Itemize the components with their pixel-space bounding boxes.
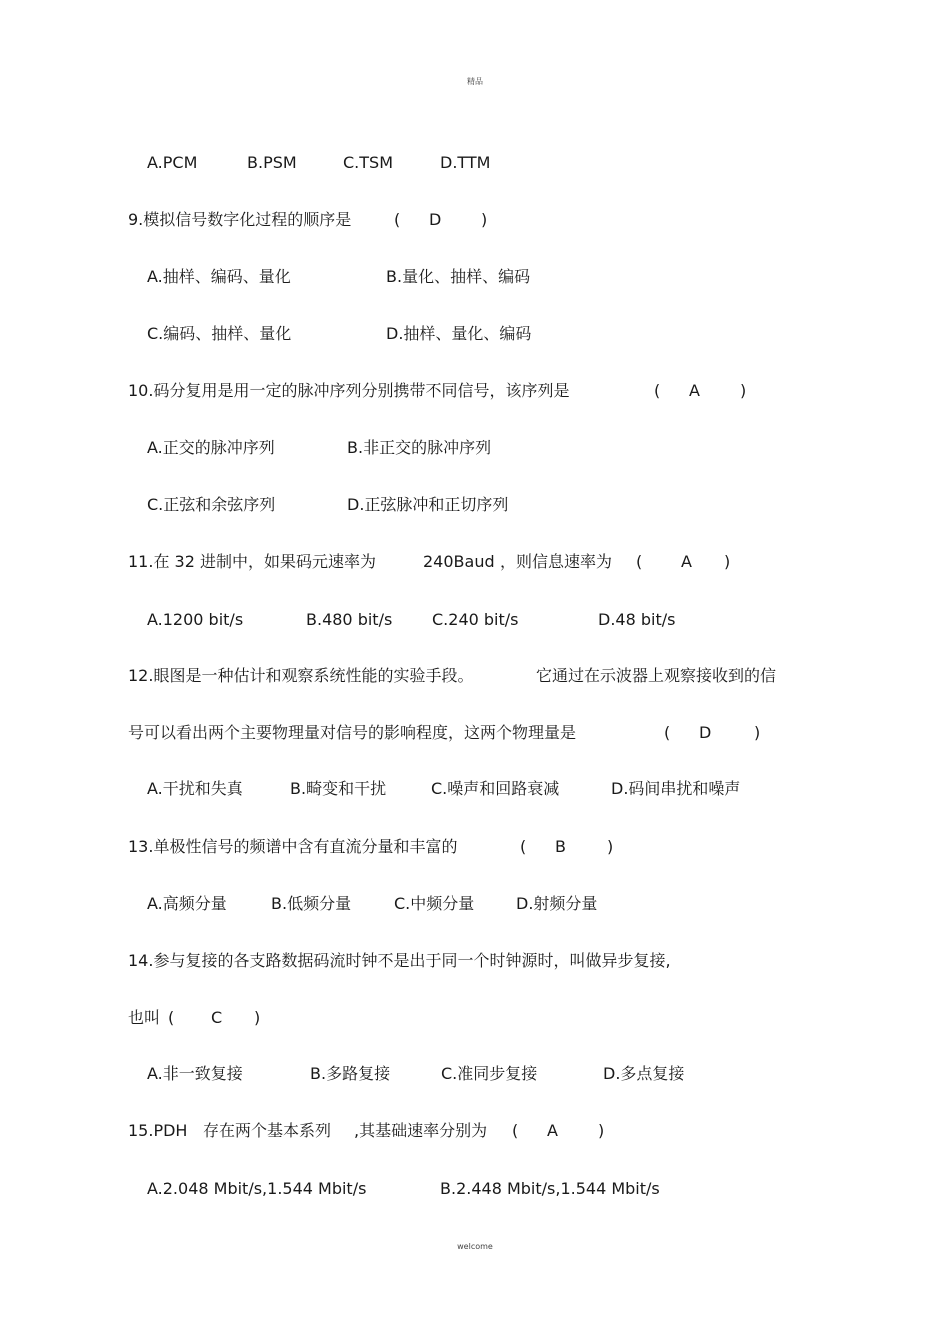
close-paren: ) [754,723,761,742]
option-b: B.非正交的脉冲序列 [347,438,492,457]
open-paren: ( [664,723,671,742]
option-a: A.干扰和失真 [147,779,243,798]
option-c: C.中频分量 [394,894,475,913]
option-b: B.畸变和干扰 [290,779,387,798]
option-c: C.240 bit/s [432,610,519,629]
option-a: A.正交的脉冲序列 [147,438,275,457]
question-stem-tail: ，则信息速率为 [500,552,613,571]
option-a: A.PCM [147,153,198,172]
open-paren: ( [636,552,643,571]
option-b: B.多路复接 [310,1064,391,1083]
page-header: 精品 [467,77,483,86]
question-stem: 11.在 32 进制中，如果码元速率为 [128,552,376,571]
answer: D [699,723,712,742]
option-a: A.1200 bit/s [147,610,244,629]
open-paren: ( [654,381,661,400]
open-paren: ( [168,1008,175,1027]
close-paren: ) [607,837,614,856]
option-b: B.PSM [247,153,297,172]
question-stem: 13.单极性信号的频谱中含有直流分量和丰富的 [128,837,458,856]
option-d: D.码间串扰和噪声 [611,779,741,798]
question-stem: 9.模拟信号数字化过程的顺序是 [128,210,352,229]
question-stem: 10.码分复用是用一定的脉冲序列分别携带不同信号，该序列是 [128,381,570,400]
answer: D [429,210,442,229]
option-b: B.2.448 Mbit/s,1.544 Mbit/s [440,1179,660,1198]
page-footer: welcome [457,1242,493,1251]
option-b: B.低频分量 [271,894,352,913]
option-a: A.非一致复接 [147,1064,243,1083]
close-paren: ) [740,381,747,400]
question-stem-line2: 号可以看出两个主要物理量对信号的影响程度，这两个物理量是 [128,723,577,742]
option-c: C.噪声和回路衰减 [431,779,560,798]
option-c: C.准同步复接 [441,1064,538,1083]
close-paren: ) [481,210,488,229]
question-stem-rate: 240Baud [423,552,495,571]
answer: C [211,1008,223,1027]
question-stem-cont: 它通过在示波器上观察接收到的信 [536,666,777,685]
option-d: D.48 bit/s [598,610,676,629]
option-d: D.抽样、量化、编码 [386,324,532,343]
open-paren: ( [512,1121,519,1140]
option-b: B.480 bit/s [306,610,393,629]
option-d: D.正弦脉冲和正切序列 [347,495,509,514]
option-d: D.射频分量 [516,894,598,913]
answer: A [681,552,692,571]
close-paren: ) [724,552,731,571]
answer: A [547,1121,558,1140]
question-stem-line2: 也叫 [128,1008,161,1027]
question-stem: 14.参与复接的各支路数据码流时钟不是出于同一个时钟源时，叫做异步复接, [128,951,671,970]
option-a: A.高频分量 [147,894,227,913]
question-stem-cont: 存在两个基本系列 [203,1121,332,1140]
option-a: A.抽样、编码、量化 [147,267,291,286]
question-stem-tail: ,其基础速率分别为 [354,1121,488,1140]
question-stem: 15.PDH [128,1121,188,1140]
option-b: B.量化、抽样、编码 [386,267,531,286]
open-paren: ( [520,837,527,856]
close-paren: ) [254,1008,261,1027]
question-stem: 12.眼图是一种估计和观察系统性能的实验手段。 [128,666,474,685]
option-c: C.正弦和余弦序列 [147,495,276,514]
option-c: C.TSM [343,153,393,172]
option-d: D.TTM [440,153,491,172]
option-a: A.2.048 Mbit/s,1.544 Mbit/s [147,1179,367,1198]
open-paren: ( [394,210,401,229]
close-paren: ) [598,1121,605,1140]
answer: A [689,381,700,400]
answer: B [555,837,566,856]
option-d: D.多点复接 [603,1064,685,1083]
option-c: C.编码、抽样、量化 [147,324,292,343]
